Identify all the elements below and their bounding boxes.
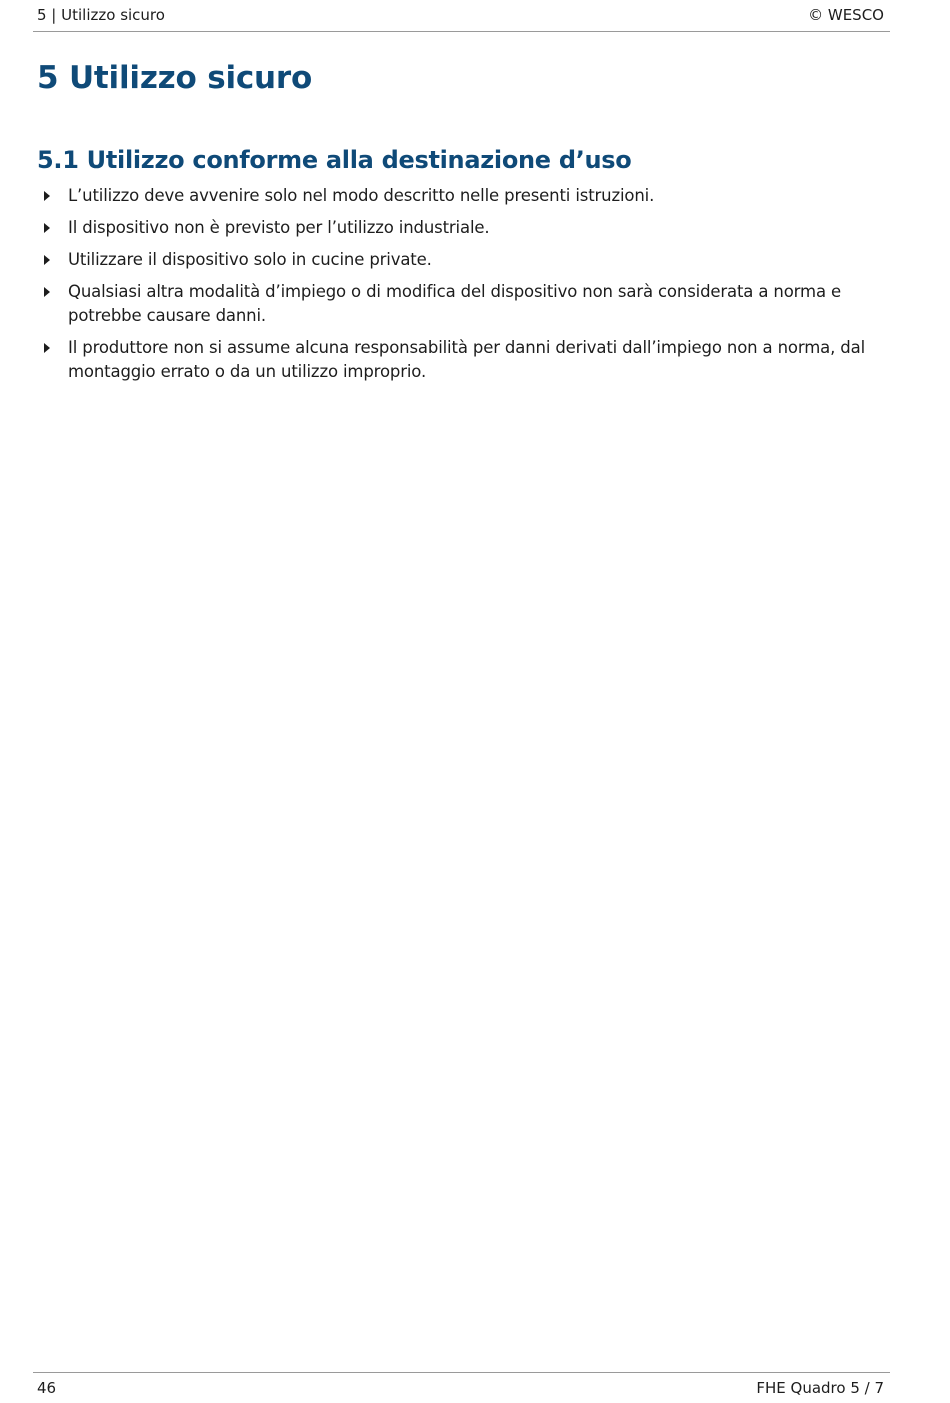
bullet-text: Il produttore non si assume alcuna responsabilità per danni derivati dall’impiego non a norma, dal montaggio errato o da un utilizzo improprio. [68,338,865,381]
header-copyright: © WESCO [808,6,884,24]
bullet-item [37,216,872,240]
page-number: 46 [37,1379,57,1397]
bullet-text: Utilizzare il dispositivo solo in cucine private. [68,250,432,269]
triangle-right-icon [44,223,50,233]
bullet-text: Il dispositivo non è previsto per l’utilizzo industriale. [68,218,490,237]
bullet-item [37,336,872,384]
bullet-text: L’utilizzo deve avvenire solo nel modo descritto nelle presenti istruzioni. [68,186,655,205]
bullet-item [37,184,872,208]
header-chapter-label: 5 | Utilizzo sicuro [37,6,165,24]
bullet-item [37,248,872,272]
bullet-list [37,184,872,392]
page-header [33,0,890,32]
triangle-right-icon [44,343,50,353]
triangle-right-icon [44,191,50,201]
section-title: 5.1 Utilizzo conforme alla destinazione d’uso [37,146,632,174]
page-footer [33,1372,890,1398]
chapter-title: 5 Utilizzo sicuro [37,60,313,96]
triangle-right-icon [44,287,50,297]
bullet-text: Qualsiasi altra modalità d’impiego o di modifica del dispositivo non sarà considerata a norma e potrebbe causare danni. [68,282,841,325]
footer-product-name: FHE Quadro 5 / 7 [756,1379,884,1397]
bullet-item [37,280,872,328]
triangle-right-icon [44,255,50,265]
